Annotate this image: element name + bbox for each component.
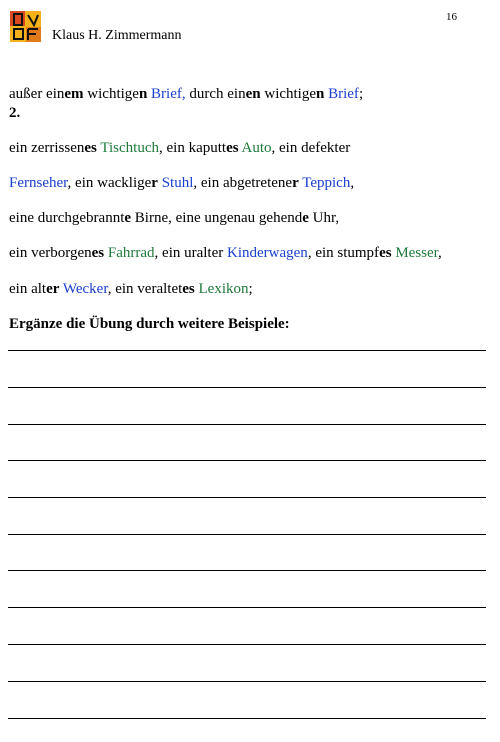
answer-line[interactable] — [8, 424, 486, 425]
section-number — [9, 105, 20, 122]
text-segment: eine durchgebrannt — [9, 210, 125, 226]
answer-line[interactable] — [8, 460, 486, 461]
text-segment: Fernseher — [9, 175, 68, 191]
text-segment: ; — [358, 86, 364, 102]
answer-line[interactable] — [8, 644, 486, 645]
answer-line[interactable] — [8, 387, 486, 388]
text-segment: Stuhl — [161, 175, 194, 191]
text-segment: Wecker — [62, 281, 108, 297]
text-line — [9, 210, 339, 227]
answer-line[interactable] — [8, 350, 486, 351]
text-segment: durch ein — [185, 86, 246, 102]
text-segment: , ein abgetretene — [193, 175, 293, 191]
page-number: 16 — [446, 11, 457, 23]
author-name: Klaus H. Zimmermann — [52, 28, 182, 43]
text-segment: Brief — [328, 86, 359, 102]
text-segment: , ein defekter — [271, 140, 351, 156]
text-segment: Brief, — [147, 86, 186, 102]
text-segment: , ein kaputt — [159, 140, 227, 156]
text-segment: Messer — [395, 245, 439, 261]
text-segment: es — [91, 245, 105, 261]
text-segment: , ein uralter — [154, 245, 227, 261]
text-segment: Tischtuch — [100, 140, 159, 156]
exercise-heading — [9, 316, 290, 333]
text-line — [9, 86, 363, 103]
text-segment: wichtige — [260, 86, 317, 102]
answer-line[interactable] — [8, 534, 486, 535]
text-segment: e — [302, 210, 309, 226]
text-segment: r — [151, 175, 158, 191]
text-segment: em — [64, 86, 84, 102]
text-segment: Birne, eine ungenau gehend — [131, 210, 303, 226]
text-segment: es — [84, 140, 97, 156]
text-segment: , ein veraltet — [107, 281, 183, 297]
text-segment: Uhr, — [308, 210, 340, 226]
text-segment: wichtige — [83, 86, 139, 102]
text-segment: ein alt — [9, 281, 47, 297]
text-segment: ; — [248, 281, 253, 297]
answer-line[interactable] — [8, 681, 486, 682]
text-segment: n — [138, 86, 148, 102]
text-line — [9, 281, 253, 298]
text-line — [9, 175, 354, 192]
text-line — [9, 140, 350, 157]
text-segment: er — [46, 281, 60, 297]
text-segment: , — [438, 245, 442, 261]
text-segment: Teppich — [302, 175, 351, 191]
text-segment: es — [379, 245, 392, 261]
text-segment: en — [245, 86, 261, 102]
text-segment: ein verborgen — [9, 245, 92, 261]
text-segment: r — [292, 175, 299, 191]
answer-line[interactable] — [8, 718, 486, 719]
text-segment: es — [226, 140, 239, 156]
text-segment: e — [124, 210, 132, 226]
text-segment: es — [182, 281, 195, 297]
text-segment: ein zerrissen — [9, 140, 85, 156]
daf-logo-icon — [10, 11, 41, 42]
text-segment: Lexikon — [198, 281, 249, 297]
text-segment: , ein stumpf — [307, 245, 380, 261]
text-segment: Auto — [241, 140, 272, 156]
text-segment: Ergänze die Übung durch weitere Beispiele: — [9, 316, 290, 332]
answer-line[interactable] — [8, 570, 486, 571]
text-segment: außer ein — [9, 86, 65, 102]
text-line — [9, 245, 442, 262]
text-segment: , ein wacklige — [67, 175, 152, 191]
text-segment: 2. — [9, 105, 21, 121]
text-segment: Fahrrad — [107, 245, 155, 261]
answer-line[interactable] — [8, 497, 486, 498]
text-segment: , — [350, 175, 355, 191]
text-segment: Kinderwagen — [227, 245, 308, 261]
answer-line[interactable] — [8, 607, 486, 608]
text-segment: n — [316, 86, 325, 102]
